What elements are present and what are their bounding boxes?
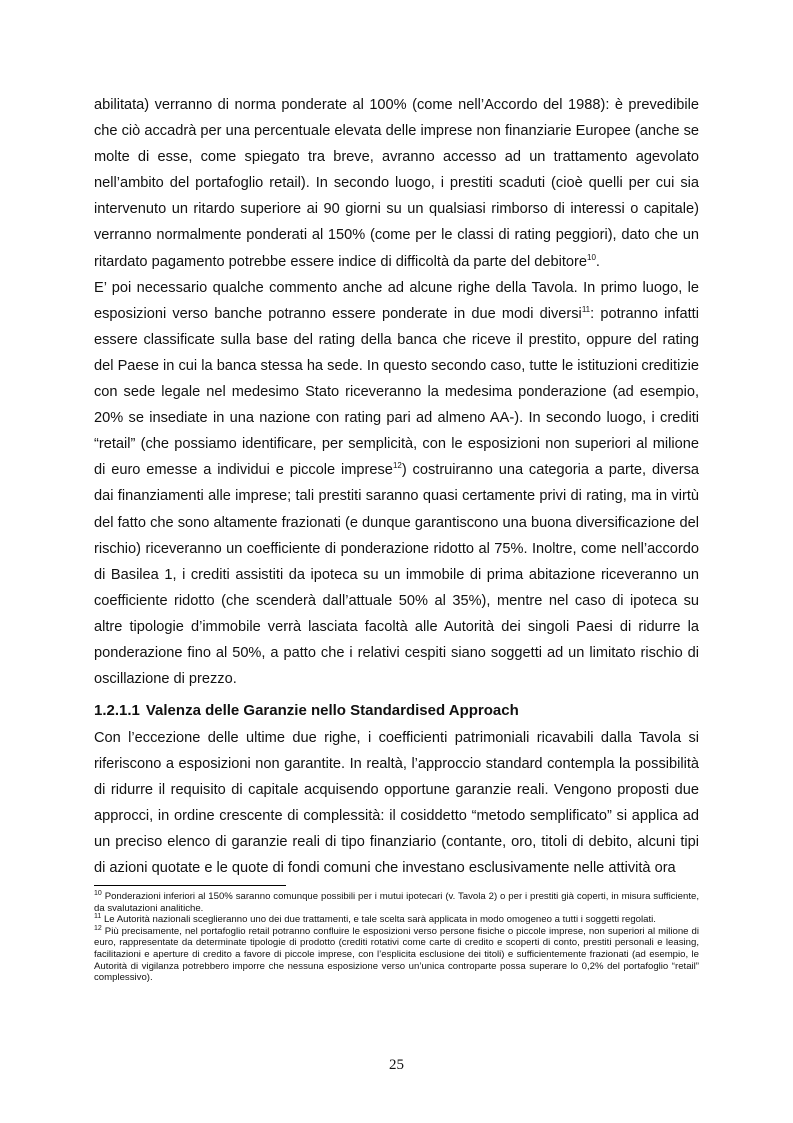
footnote-mark-10: 10	[94, 889, 102, 897]
footnote-separator	[94, 885, 286, 886]
paragraph-1	[94, 92, 699, 275]
footnote-text-12: Più precisamente, nel portafoglio retail potranno confluire le esposizioni verso persone fisiche o piccole imprese, non superiori al milione di euro, rappresentate da determinate tipologie di prodotto (crediti rotativi come carte di credito e scoperti di conto, prestiti personali e leasing, facilitazioni e aperture di credito a favore di piccole imprese, con l’esplicita esclusione dei titoli) e sufficientemente frazionati (ad esempio, le Autorità di vigilanza potrebbero imporre che nessuna esposizione verso un’unica controparte possa superare lo 0,2% del portafoglio “retail” complessivo).	[94, 925, 699, 984]
footnote-11	[94, 914, 699, 926]
paragraph-1-end: .	[595, 253, 600, 270]
footnote-12	[94, 926, 699, 984]
section-title: Valenza delle Garanzie nello Standardised Approach	[145, 702, 519, 719]
body-paragraphs-top	[94, 92, 699, 692]
footnote-ref-11[interactable]: 11	[581, 304, 591, 314]
footnote-text-10: Ponderazioni inferiori al 150% saranno comunque possibili per i mutui ipotecari (v. Tavola 2) o per i prestiti già coperti, in misura sufficiente, da svalutazioni analitiche.	[94, 891, 699, 914]
footnote-text-11: Le Autorità nazionali sceglieranno uno dei due trattamenti, e tale scelta sarà applicata in modo omogeneo a tutti i soggetti regolati.	[101, 914, 656, 926]
paragraph-3: Con l’eccezione delle ultime due righe, i coefficienti patrimoniali ricavabili dalla Tavola si riferiscono a esposizioni non garantite. In realtà, l’approccio standard contempla la possibilità di ridurre il requisito di capitale acquisendo opportune garanzie reali. Vengono proposti due approcci, in ordine crescente di complessità: il cosiddetto “metodo semplificato” si applica ad un preciso elenco di garanzie reali di tipo finanziario (contante, oro, titoli di debito, alcuni tipi di azioni quotate e le quote di fondi comuni che investano esclusivamente nelle attività ora	[94, 730, 699, 877]
page-number: 25	[389, 1057, 404, 1073]
paragraph-2	[94, 275, 699, 693]
paragraph-2-text-b: : potranno infatti essere classificate sulla base del rating della banca che riceve il prestito, oppure del rating del Paese in cui la banca stessa ha sede. In questo secondo caso, tutte le istituzioni creditizie con sede legale nel medesimo Stato riceveranno la medesima ponderazione (ad esempio, 20% se insediate in una nazione con rating pari ad almeno AA-). In secondo luogo, i crediti “retail” (che possiamo identificare, per semplicità, con le esposizioni non superiori al milione di euro emesse a individui e piccole imprese	[94, 305, 699, 479]
footnote-mark-12: 12	[94, 924, 102, 932]
paragraph-2-text-c: ) costruiranno una categoria a parte, diversa dai finanziamenti alle imprese; tali prestiti saranno quasi certamente privi di rating, ma in virtù del fatto che sono altamente frazionati (e dunque garantiscono una buona diversificazione del rischio) riceveranno un coefficiente di ponderazione ridotto al 75%. Inoltre, come nell’accordo di Basilea 1, i crediti assistiti da ipoteca su un immobile di prima abitazione riceveranno un coefficiente ridotto (che scenderà dall’attuale 50% al 35%), mentre nel caso di ipoteca su altre tipologie d’immobile verrà lasciata facoltà alle Autorità dei singoli Paesi di ridurre la ponderazione fino al 50%, a patto che i relativi cespiti siano soggetti ad un limitato rischio di oscillazione di prezzo.	[94, 462, 699, 688]
paragraph-2-text-a: E’ poi necessario qualche commento anche ad alcune righe della Tavola. In primo luogo, le esposizioni verso banche potranno essere ponderate in due modi diversi	[94, 279, 699, 322]
footnote-ref-12[interactable]: 12	[392, 461, 402, 471]
body-paragraphs-bottom	[94, 725, 699, 882]
section-heading	[94, 700, 699, 722]
footnote-mark-11: 11	[94, 913, 102, 920]
section-number: 1.2.1.1	[94, 702, 140, 719]
paragraph-1-text: abilitata) verranno di norma ponderate al 100% (come nell’Accordo del 1988): è prevedibile che ciò accadrà per una percentuale elevata delle imprese non finanziarie Europee (anche se molte di esse, come spiegato tra breve, avranno accesso ad un trattamento agevolato nell’ambito del portafoglio retail). In secondo luogo, i prestiti scaduti (cioè quelli per cui sia intervenuto un ritardo superiore ai 90 giorni su un qualsiasi rimborso di interessi o capitale) verranno normalmente ponderati al 150% (come per le classi di rating peggiori), dato che un ritardato pagamento potrebbe essere indice di difficoltà da parte del debitore	[94, 97, 699, 270]
footnotes	[94, 891, 699, 984]
footnote-ref-10[interactable]: 10	[587, 252, 596, 262]
footnote-10	[94, 891, 699, 914]
